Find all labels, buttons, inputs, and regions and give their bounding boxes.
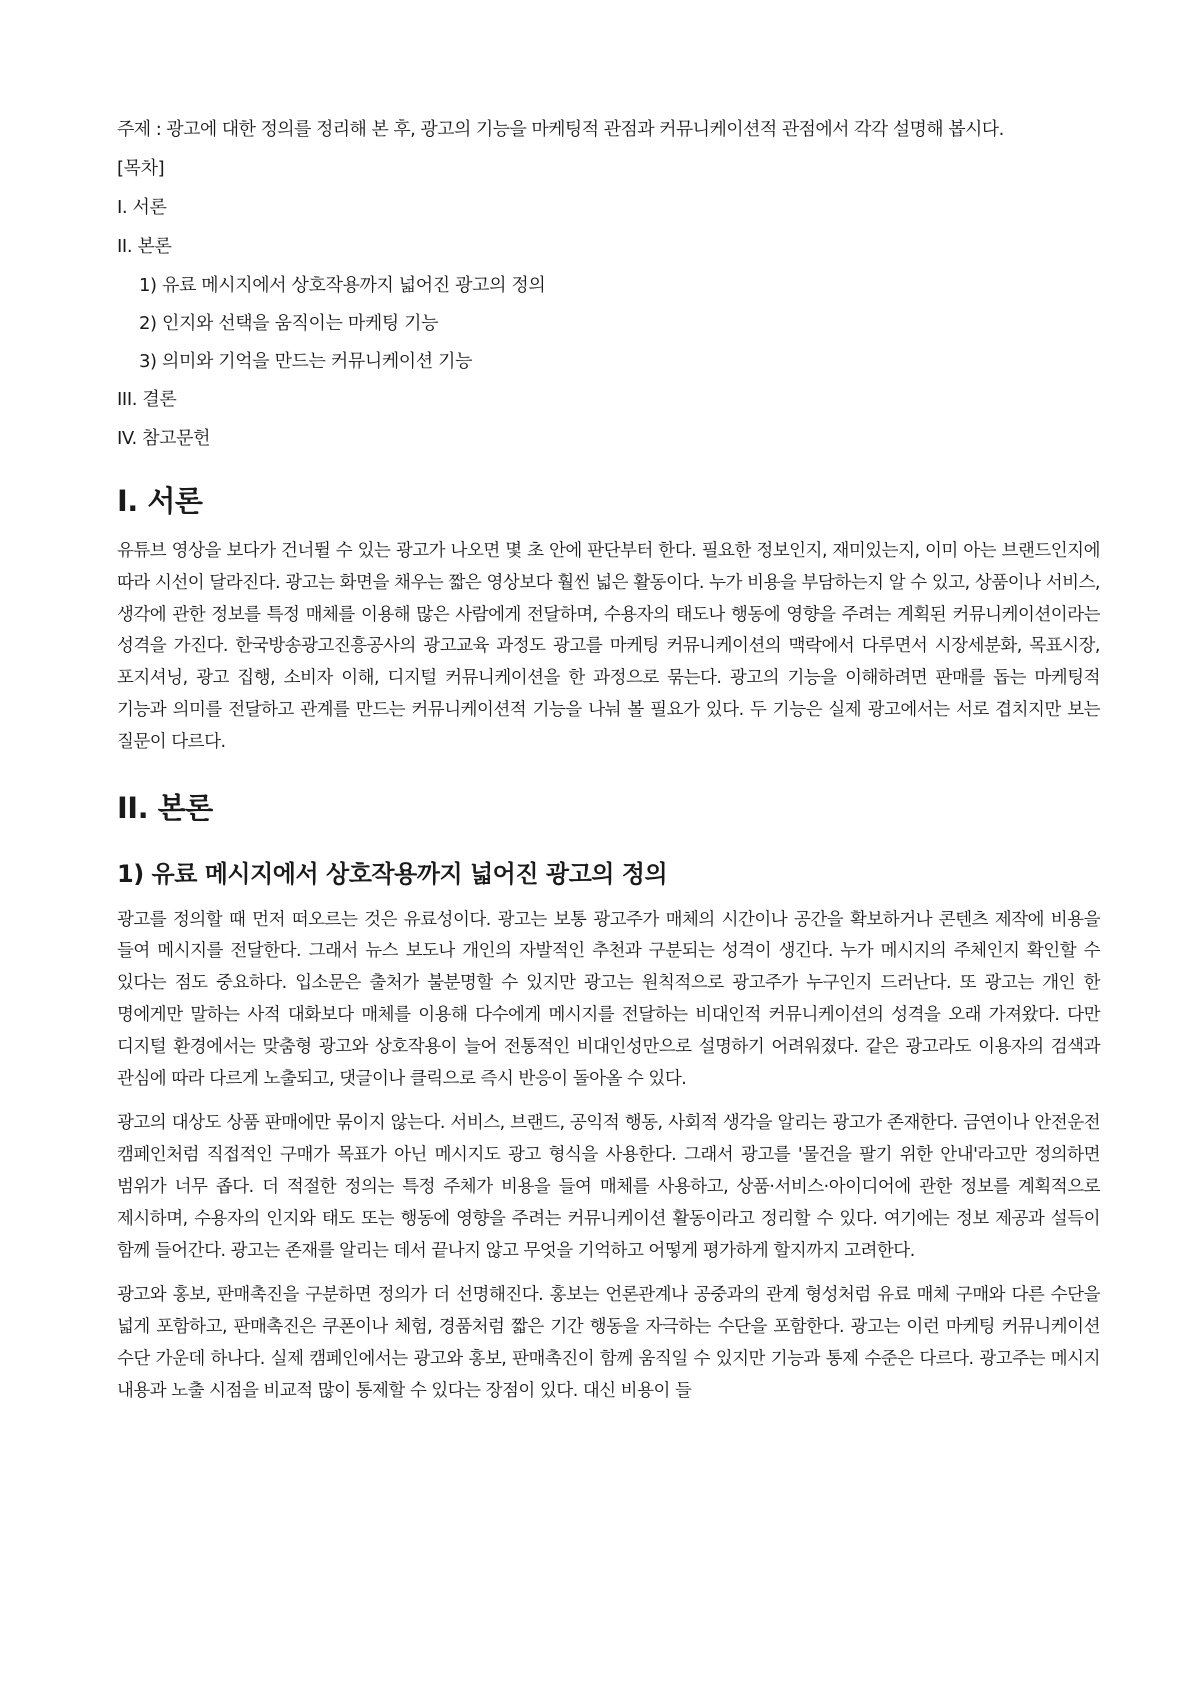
toc-item-intro: I. 서론 — [117, 197, 167, 218]
definition-paragraph-2: 광고의 대상도 상품 판매에만 묶이지 않는다. 서비스, 브랜드, 공익적 행동, 사회적 생각을 알리는 광고가 존재한다. 금연이나 안전운전 캠페인처럼 직접적인 구매가 목표가 아닌 메시지도 광고 형식을 사용한다. 그래서 광고를 '물건을 팔기 위한 안내'라고만 정의하면 범위가 너무 좁다. 더 적절한 정의는 특정 주체가 비용을 들여 매체를 사용하고, 상품·서비스·아이디어에 관한 정보를 계획적으로 제시하며, 수용자의 인지와 태도 또는 행동에 영향을 주려는 커뮤니케이션 활동이라고 정리할 수 있다. 여기에는 정보 제공과 설득이 함께 들어간다. 광고는 존재를 알리는 데서 끝나지 않고 무엇을 기억하고 어떻게 평가하게 할지까지 고려한다. — [117, 1113, 1100, 1261]
toc-heading: [목차] — [117, 158, 165, 179]
intro-paragraph: 유튜브 영상을 보다가 건너뛸 수 있는 광고가 나오면 몇 초 안에 판단부터 한다. 필요한 정보인지, 재미있는지, 이미 아는 브랜드인지에 따라 시선이 달라진다. 광고는 화면을 채우는 짧은 영상보다 훨씬 넓은 활동이다. 누가 비용을 부담하는지 알 수 있고, 상품이나 서비스, 생각에 관한 정보를 특정 매체를 이용해 많은 사람에게 전달하며, 수용자의 태도나 행동에 영향을 주려는 계획된 커뮤니케이션이라는 성격을 가진다. 한국방송광고진흥공사의 광고교육 과정도 광고를 마케팅 커뮤니케이션의 맥락에서 다루면서 시장세분화, 목표시장, 포지셔닝, 광고 집행, 소비자 이해, 디지털 커뮤니케이션을 한 과정으로 묶는다. 광고의 기능을 이해하려면 판매를 돕는 마케팅적 기능과 의미를 전달하고 관계를 만드는 커뮤니케이션적 기능을 나눠 볼 필요가 있다. 두 기능은 실제 광고에서는 서로 겹치지만 보는 질문이 다르다. — [117, 541, 1100, 752]
toc-item-references: IV. 참고문헌 — [117, 428, 211, 449]
table-of-contents — [117, 155, 1100, 452]
definition-paragraph-1: 광고를 정의할 때 먼저 떠오르는 것은 유료성이다. 광고는 보통 광고주가 매체의 시간이나 공간을 확보하거나 콘텐츠 제작에 비용을 들여 메시지를 전달한다. 그래서 뉴스 보도나 개인의 자발적인 추천과 구분되는 성격이 생긴다. 누가 메시지의 주체인지 확인할 수 있다는 점도 중요하다. 입소문은 출처가 불분명할 수 있지만 광고는 원칙적으로 광고주가 누구인지 드러난다. 또 광고는 개인 한 명에게만 말하는 사적 대화보다 매체를 이용해 다수에게 메시지를 전달하는 비대인적 커뮤니케이션의 성격을 오래 가져왔다. 다만 디지털 환경에서는 맞춤형 광고와 상호작용이 늘어 전통적인 비대인성만으로 설명하기 어려워졌다. 같은 광고라도 이용자의 검색과 관심에 따라 다르게 노출되고, 댓글이나 클릭으로 즉시 반응이 돌아올 수 있다. — [117, 909, 1100, 1089]
toc-item-body-sub3: 3) 의미와 기억을 만드는 커뮤니케이션 기능 — [139, 351, 473, 372]
toc-item-conclusion: III. 결론 — [117, 389, 177, 410]
topic-line: 주제 : 광고에 대한 정의를 정리해 본 후, 광고의 기능을 마케팅적 관점과 커뮤니케이션적 관점에서 각각 설명해 봅시다. — [117, 119, 1004, 140]
section-title-intro: I. 서론 — [117, 484, 203, 518]
toc-item-body-sub1: 1) 유료 메시지에서 상호작용까지 넓어진 광고의 정의 — [139, 275, 546, 296]
definition-paragraph-3: 광고와 홍보, 판매촉진을 구분하면 정의가 더 선명해진다. 홍보는 언론관계나 공중과의 관계 형성처럼 유료 매체 구매와 다른 수단을 넓게 포함하고, 판매촉진은 쿠폰이나 체험, 경품처럼 짧은 기간 행동을 자극하는 수단을 포함한다. 광고는 이런 마케팅 커뮤니케이션 수단 가운데 하나다. 실제 캠페인에서는 광고와 홍보, 판매촉진이 함께 움직일 수 있지만 기능과 통제 수준은 다르다. 광고주는 메시지 내용과 노출 시점을 비교적 많이 통제할 수 있다는 장점이 있다. 대신 비용이 들 — [117, 1285, 1100, 1401]
subsection-title-definition: 1) 유료 메시지에서 상호작용까지 넓어진 광고의 정의 — [117, 859, 668, 888]
section-title-body: II. 본론 — [117, 790, 213, 825]
toc-item-body: II. 본론 — [117, 236, 172, 257]
toc-item-body-sub2: 2) 인지와 선택을 움직이는 마케팅 기능 — [139, 313, 439, 334]
